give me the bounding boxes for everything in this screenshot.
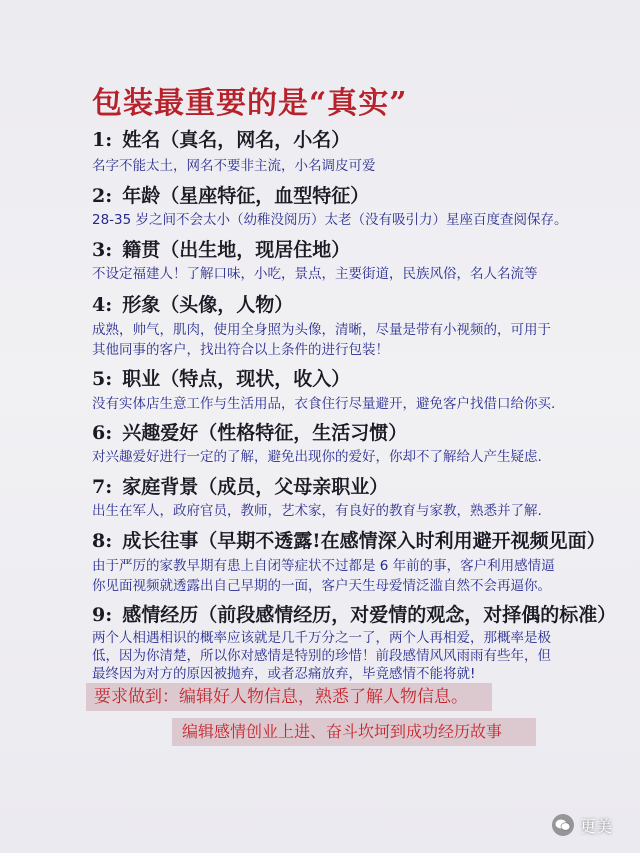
item-7-heading: 7: 家庭背景（成员，父母亲职业） (92, 476, 389, 498)
item-6-desc: 对兴趣爱好进行一定的了解，避免出现你的爱好，你却不了解给人产生疑虑. (92, 449, 542, 465)
item-4-heading: 4: 形象（头像，人物） (92, 294, 294, 316)
requirement-highlight: 要求做到：编辑好人物信息，熟悉了解人物信息。 (86, 683, 492, 711)
item-4-desc-line-1: 成熟，帅气，肌肉，使用全身照为头像，清晰，尽量是带有小视频的，可用于 (92, 322, 551, 338)
story-highlight: 编辑感情创业上进、奋斗坎坷到成功经历故事 (172, 718, 536, 746)
page-title: 包装最重要的是“真实” (92, 86, 408, 121)
watermark-text: 更美 (580, 816, 613, 836)
item-9-desc-line-2: 低，因为你清楚，所以你对感情是特别的珍惜！前段感情风风雨雨有些年，但 (92, 648, 551, 664)
item-4-desc-line-2: 其他同事的客户，找出符合以上条件的进行包装！ (92, 342, 389, 358)
item-2-heading: 2: 年龄（星座特征，血型特征） (92, 185, 370, 207)
item-3-desc: 不设定福建人！了解口味，小吃，景点，主要街道，民族风俗，名人名流等 (92, 266, 538, 282)
item-1-heading: 1: 姓名（真名，网名，小名） (92, 129, 351, 151)
item-8-heading: 8: 成长往事（早期不透露!在感情深入时利用避开视频见面） (92, 530, 606, 552)
item-6-heading: 6: 兴趣爱好（性格特征，生活习惯） (92, 422, 408, 444)
item-8-desc-line-2: 你见面视频就透露出自己早期的一面，客户天生母爱情泛滥自然不会再逼你。 (92, 578, 551, 594)
item-9-heading: 9: 感情经历（前段感情经历，对爱情的观念，对择偶的标准） (92, 604, 617, 626)
watermark (552, 812, 612, 838)
item-5-desc: 没有实体店生意工作与生活用品，衣食住行尽量避开，避免客户找借口给你买. (92, 396, 556, 412)
item-5-heading: 5: 职业（特点，现状，收入） (92, 368, 351, 390)
item-3-heading: 3: 籍贯（出生地，现居住地） (92, 239, 351, 261)
item-7-desc: 出生在军人，政府官员，教师，艺术家，有良好的教育与家教，熟悉并了解. (92, 503, 542, 519)
wechat-icon (552, 814, 574, 836)
item-2-desc: 28-35 岁之间不会太小（幼稚没阅历）太老（没有吸引力）星座百度查阅保存。 (92, 212, 568, 228)
item-9-desc-line-3: 最终因为对方的原因被抛弃，或者忍痛放弃，毕竟感情不能将就! (92, 666, 476, 682)
item-8-desc-line-1: 由于严厉的家教早期有患上自闭等症状不过都是 6 年前的事，客户利用感情逼 (92, 558, 555, 574)
item-9-desc-line-1: 两个人相遇相识的概率应该就是几千万分之一了，两个人再相爱，那概率是极 (92, 630, 551, 646)
item-1-desc: 名字不能太土，网名不要非主流，小名调皮可爱 (92, 158, 376, 174)
